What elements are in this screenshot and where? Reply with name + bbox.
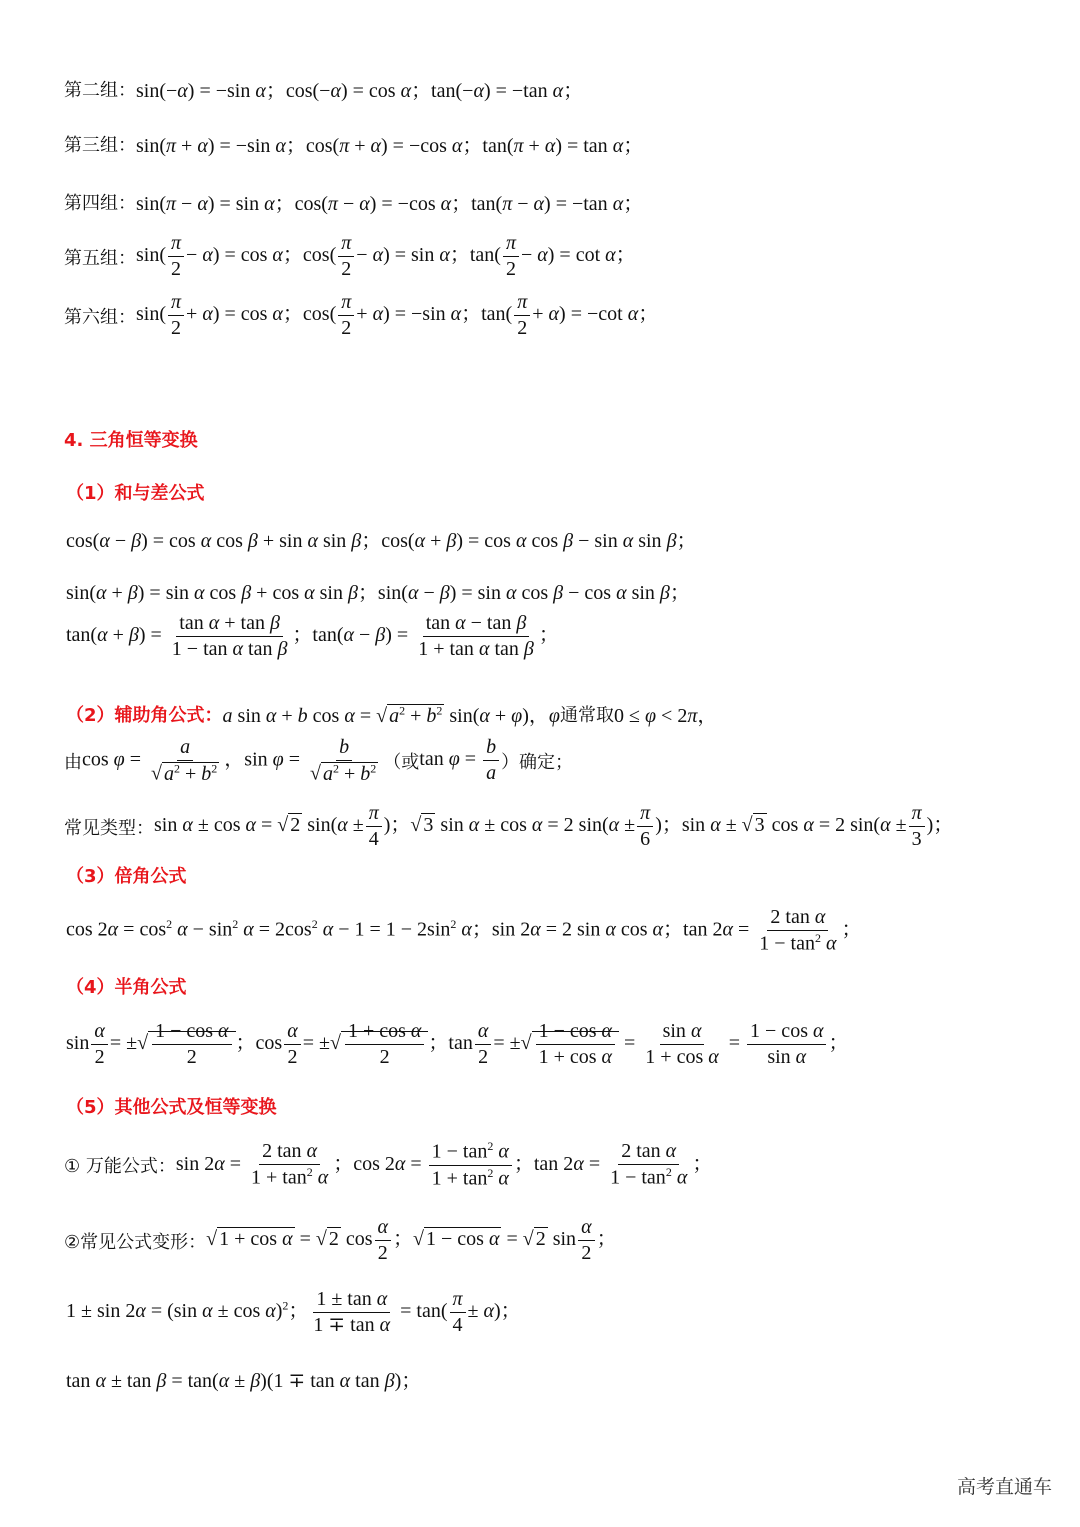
formula: $\cos 2\alpha = \cos^2 \alpha - \sin^2 \alpha = 2\cos^2$ $\alpha - 1 = 1 - 2\sin^2$ α；sin 2α = 2 sin α cos α；tan 2α = $\frac{\text{2 tan α}}{1 - \tan^2 \alpha}$ ； (66, 906, 862, 955)
formula-line-variant2 (66, 1288, 521, 1337)
formula: sin $\frac{\alpha}{2}$ = ±√ $\frac{\text{1 − cos α}}{2}$ ；cos $\frac{\alpha}{2}$ = ±√ $\frac{\text{1 + cos α}}{2}$ ；tan $\frac{\alpha}{2}$ = ±√ $\frac{\text{1 − cos α}}{\text{1 + cos α}}$ = $\frac{\text{sin α}}{\text{1 + cos α}}$ = $\frac{\text{1 − cos α}}{\text{sin α}}$ ； (66, 1020, 849, 1068)
group-label: 第六组： (64, 306, 136, 328)
formula: √ 1 + cos α = √ 2 cos $\frac{\alpha}{2}$ ；√ 1 − cos α = √ 2 sin $\frac{\alpha}{2}$ ； (206, 1216, 617, 1264)
group-label: 第二组： (64, 79, 136, 101)
group-label: 第五组： (64, 247, 136, 269)
auxiliary-angle-line (66, 699, 717, 728)
formula: tan α ± tan β = tan(α ± β)(1 ∓ tan α tan β)； (66, 1370, 422, 1392)
common-types-line (64, 802, 953, 851)
formula: 1 ± sin 2α = (sin α ± cos α)$^2$； $\frac{\text{1 ± tan α}}{\text{1 ∓ tan α}}$ = tan( $\frac{\pi}{4}$ ± α)； (66, 1288, 521, 1336)
formula-line-group6 (64, 291, 658, 340)
variants-line (64, 1216, 617, 1265)
formula-line-variant3 (66, 1364, 421, 1393)
formula: cos(α − β) = cos α cos β + sin α sin β；cos(α + β) = cos α cos β − sin α sin β； (66, 530, 697, 552)
formula-line-sin-sum (66, 576, 690, 605)
subsection-title-half-angle: （4）半角公式 (66, 977, 187, 998)
subsection-title-auxiliary: （2）辅助角公式： (66, 704, 223, 726)
subsection-title-double-angle: （3）倍角公式 (66, 866, 187, 887)
formula-line-double-angle (66, 906, 861, 956)
group-label: 第三组： (64, 134, 136, 156)
section-title: 4. 三角恒等变换 (64, 430, 198, 451)
formula: 0 ≤ φ < 2π， (613, 705, 718, 727)
phi-note: 通常取 (559, 704, 614, 726)
group-label: 第四组： (64, 192, 136, 214)
determine-prefix: 由 (64, 751, 82, 773)
universal-formula-line (64, 1140, 712, 1190)
formula-line-tan-sum (66, 612, 559, 661)
formula-line-half-angle (66, 1020, 848, 1069)
formula: sin α ± cos α = √ 2 sin(α ± $\frac{\pi}{4}$ )；√ 3 sin α ± cos α = 2 sin(α ± $\frac{\pi}{6}$ )；sin α ± √ 3 cos α = 2 sin(α ± $\frac{\pi}{3}$ )； (154, 802, 954, 850)
variants-label: ②常见公式变形： (64, 1231, 207, 1253)
formula-line-group5 (64, 232, 636, 281)
formula: tan(α + β) = $\frac{\text{tan α + tan β}}{\text{1 − tan α tan β}}$ ；tan(α − β) = $\frac{\text{tan α − tan β}}{\text{1 + tan α tan β}}$ ； (66, 612, 559, 660)
formula: sin(α + β) = sin α cos β + cos α sin β；sin(α − β) = sin α cos β − cos α sin β； (66, 582, 690, 604)
formula: sin(π + α) = −sin α；cos(π + α) = −cos α；tan(π + α) = tan α； (136, 135, 644, 157)
formula: sin(π − α) = sin α；cos(π − α) = −cos α；tan(π − α) = −tan α； (136, 193, 644, 215)
formula: tan φ = $\frac{b}{a}$ (419, 736, 501, 785)
formula: a sin α + b cos α = √ $a^2 + b^2$ sin(α + φ)，φ (222, 703, 560, 727)
subsection-title-sum-difference: （1）和与差公式 (66, 483, 205, 504)
formula: cos φ = $\frac{a}{√ a^2 + b^2}$ ，sin φ = $\frac{b}{√ a^2 + b^2}$ (82, 736, 377, 785)
subsection-title-other: （5）其他公式及恒等变换 (66, 1097, 277, 1118)
formula: sin(−α) = −sin α；cos(−α) = cos α；tan(−α) = −tan α； (136, 80, 584, 102)
determine-suffix: ）确定； (501, 751, 574, 773)
formula-line-group2 (64, 74, 583, 103)
formula-line-group4 (64, 187, 643, 216)
formula-line-group3 (64, 129, 643, 158)
or-text: （或 (383, 751, 420, 773)
formula: sin( $\frac{\pi}{2}$ + α) = cos α；cos( $\frac{\pi}{2}$ + α) = −sin α；tan( $\frac{\pi}{2}$ + α) = −cot α； (136, 291, 659, 339)
formula: sin 2α = $\frac{\text{2 tan α}}{1 + \tan^2 \alpha}$ ；cos 2α = $\frac{1 - \tan^2 \alpha}{1 + \tan^2 \alpha}$ ；tan 2α = $\frac{\text{2 tan α}}{1 - \tan^2 \alpha}$ ； (175, 1139, 713, 1190)
universal-label: ① 万能公式： (64, 1156, 176, 1178)
common-types-label: 常见类型： (64, 817, 154, 839)
formula-line-cos-sum (66, 524, 697, 553)
auxiliary-determine-line (64, 736, 573, 786)
formula: sin( $\frac{\pi}{2}$ − α) = cos α；cos( $\frac{\pi}{2}$ − α) = sin α；tan( $\frac{\pi}{2}$ − α) = cot α； (136, 232, 636, 280)
watermark-text: 高考直通车 (956, 1476, 1052, 1498)
